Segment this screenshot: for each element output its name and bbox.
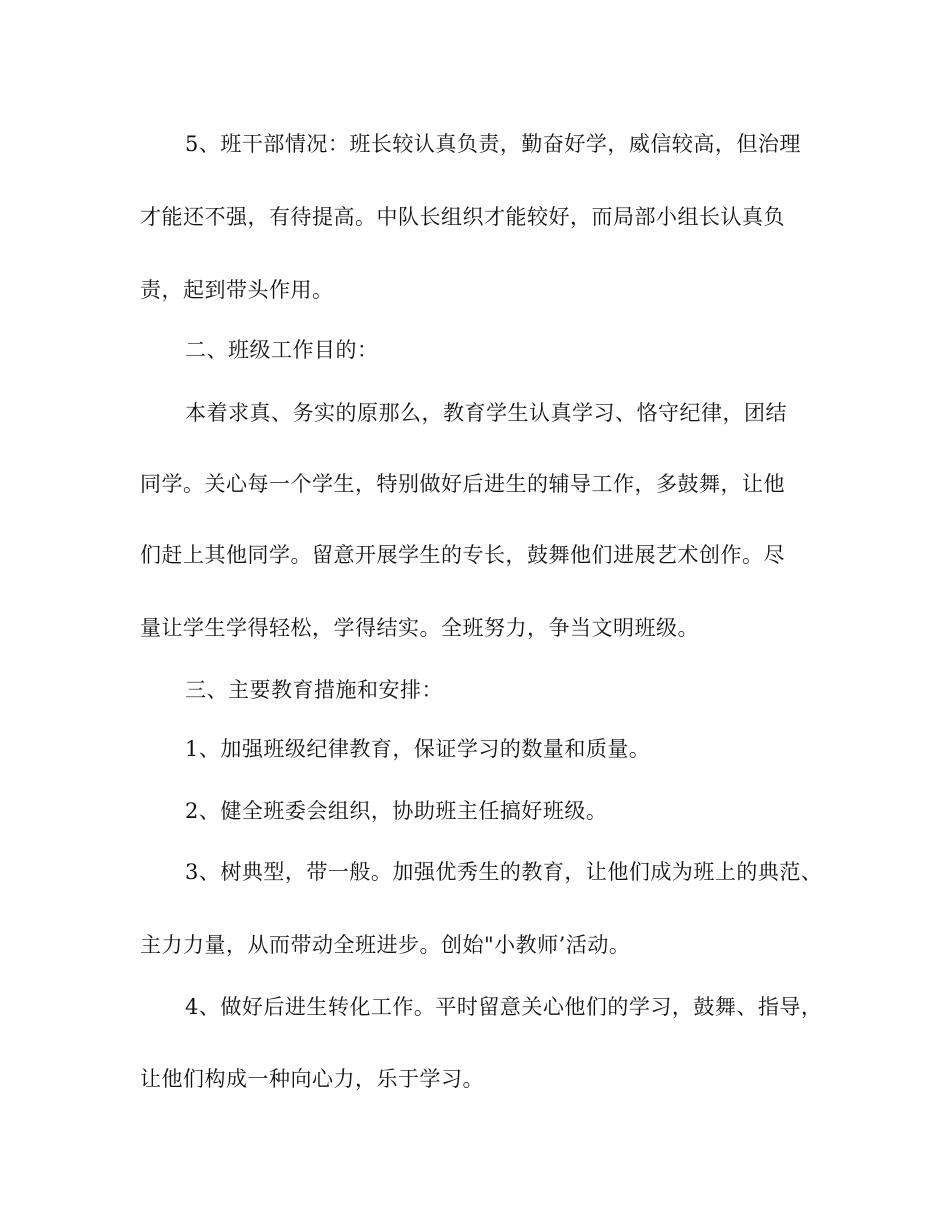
paragraph-line: 5、班干部情况：班长较认真负责，勤奋好学，威信较高，但治理: [185, 132, 801, 156]
section-heading: 三、主要教育措施和安排：: [185, 678, 443, 702]
paragraph-line: 量让学生学得轻松，学得结实。全班努力，争当文明班级。: [140, 616, 699, 640]
list-item: 4、做好后进生转化工作。平时留意关心他们的学习，鼓舞、指导，: [185, 995, 823, 1019]
paragraph-line: 们赶上其他同学。留意开展学生的专长，鼓舞他们进展艺术创作。尽: [140, 543, 785, 567]
list-item: 2、健全班委会组织，协助班主任搞好班级。: [185, 799, 608, 823]
paragraph-line: 责，起到带头作用。: [140, 278, 334, 302]
list-item-continuation: 让他们构成一种向心力，乐于学习。: [140, 1067, 484, 1091]
paragraph-line: 才能还不强，有待提高。中队长组织才能较好，而局部小组长认真负: [140, 205, 785, 229]
section-heading: 二、班级工作目的：: [185, 338, 379, 362]
paragraph-line: 同学。关心每一个学生，特别做好后进生的辅导工作，多鼓舞，让他: [140, 472, 785, 496]
list-item-continuation: 主力力量，从而带动全班进步。创始"小教师’活动。: [140, 933, 631, 957]
list-item: 3、树典型，带一般。加强优秀生的教育，让他们成为班上的典范、: [185, 860, 823, 884]
paragraph-line: 本着求真、务实的原那么，教育学生认真学习、恪守纪律，团结: [185, 401, 787, 425]
list-item: 1、加强班级纪律教育，保证学习的数量和质量。: [185, 737, 651, 761]
